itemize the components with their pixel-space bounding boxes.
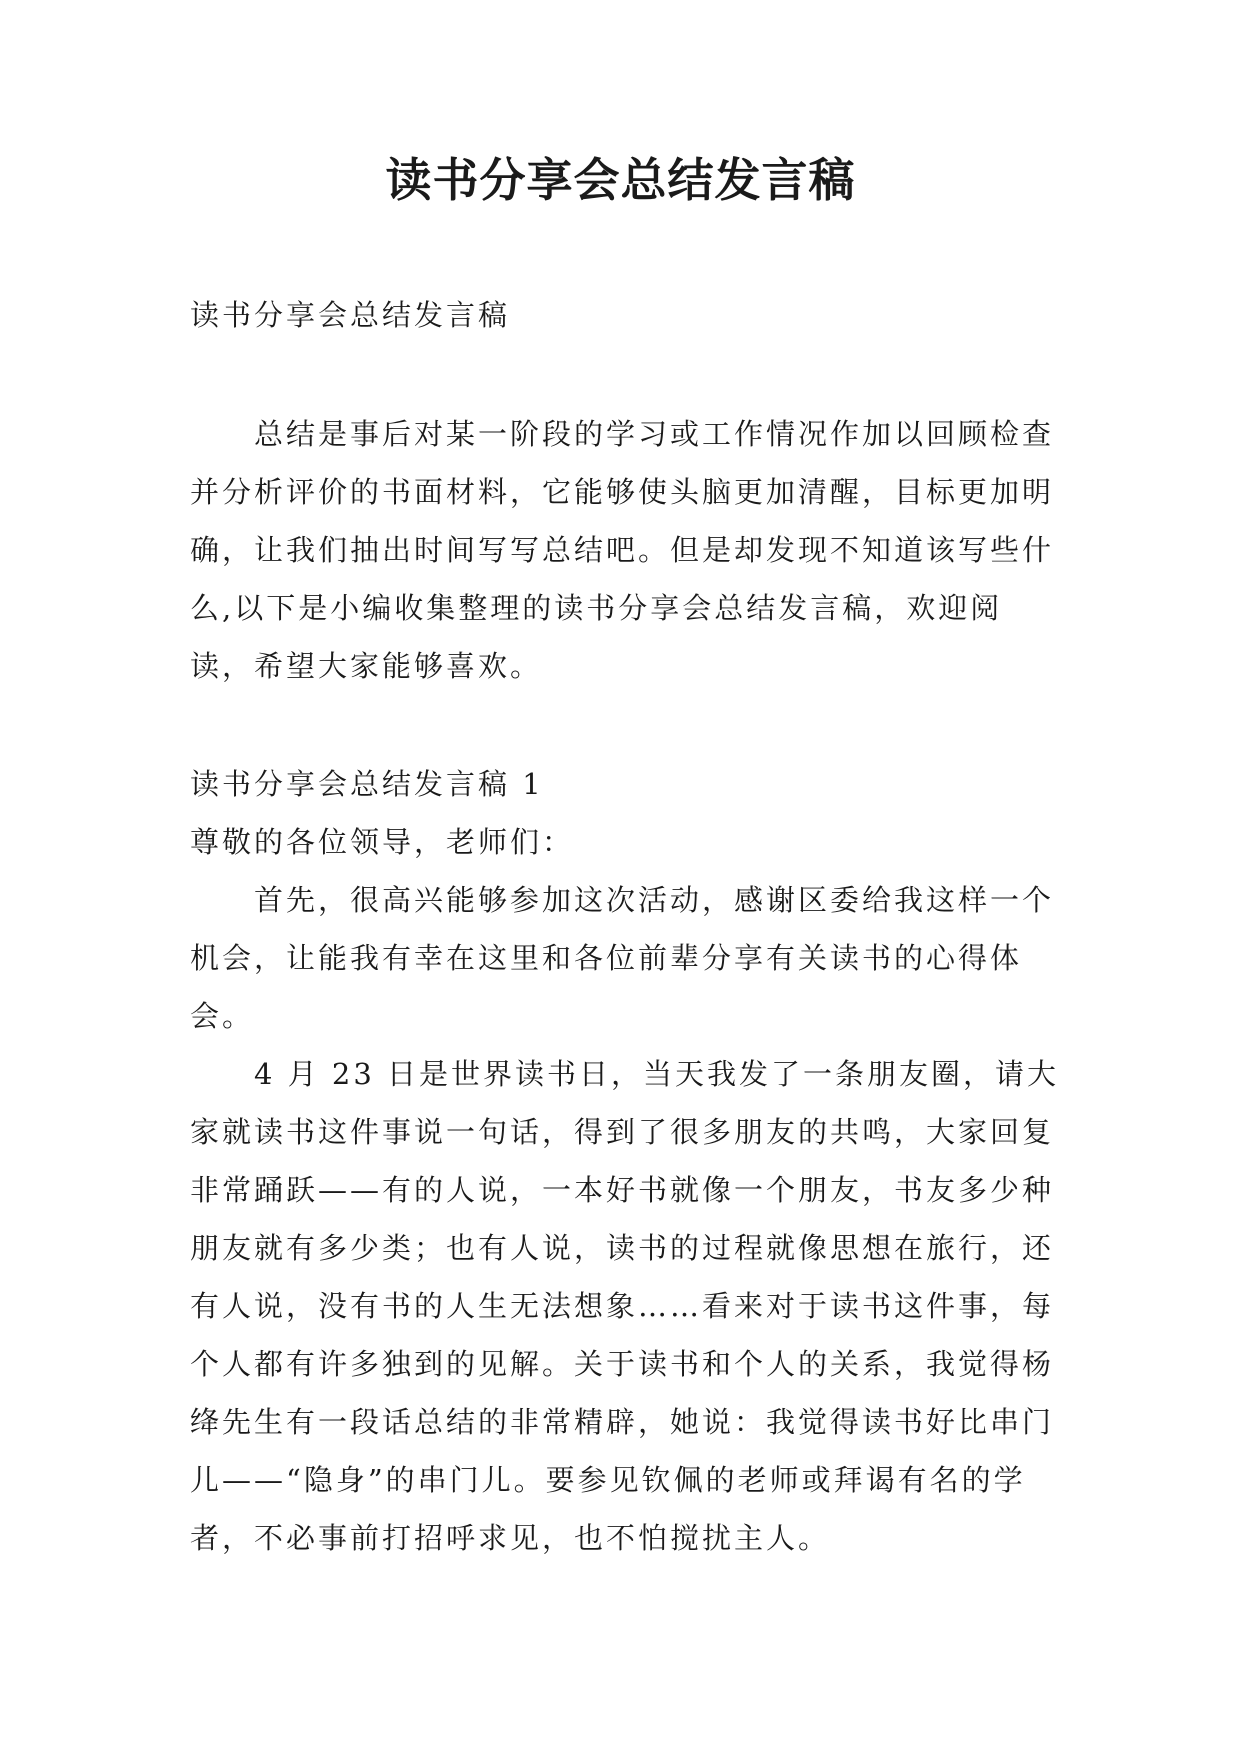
speech-section (190, 755, 1060, 1567)
document-title: 读书分享会总结发言稿 (385, 153, 856, 207)
section-heading: 读书分享会总结发言稿 1 (190, 767, 544, 801)
intro-block (190, 405, 1060, 695)
greeting-line: 尊敬的各位领导，老师们： (190, 825, 575, 859)
speech-paragraph-2: 4 月 23 日是世界读书日，当天我发了一条朋友圈，请大家就读书这件事说一句话，得到了很多朋友的共鸣，大家回复非常踊跃——有的人说，一本好书就像一个朋友，书友多少种朋友就有多少类；也有人说，读书的过程就像思想在旅行，还有人说，没有书的人生无法想象……看来对于读书这件事，每个人都有许多独到的见解。关于读书和个人的关系，我觉得杨绛先生有一段话总结的非常精辟，她说：我觉得读书好比串门儿——“隐身”的串门儿。要参见钦佩的老师或拜谒有名的学者，不必事前打招呼求见，也不怕搅扰主人。 (190, 1057, 1060, 1555)
document-subtitle: 读书分享会总结发言稿 (190, 298, 511, 332)
intro-paragraph: 总结是事后对某一阶段的学习或工作情况作加以回顾检查并分析评价的书面材料，它能够使头脑更加清醒，目标更加明确，让我们抽出时间写写总结吧。但是却发现不知道该写些什么,以下是小编收集整理的读书分享会总结发言稿，欢迎阅读，希望大家能够喜欢。 (190, 417, 1055, 683)
speech-paragraph-1: 首先，很高兴能够参加这次活动，感谢区委给我这样一个机会，让能我有幸在这里和各位前辈分享有关读书的心得体会。 (190, 883, 1055, 1033)
